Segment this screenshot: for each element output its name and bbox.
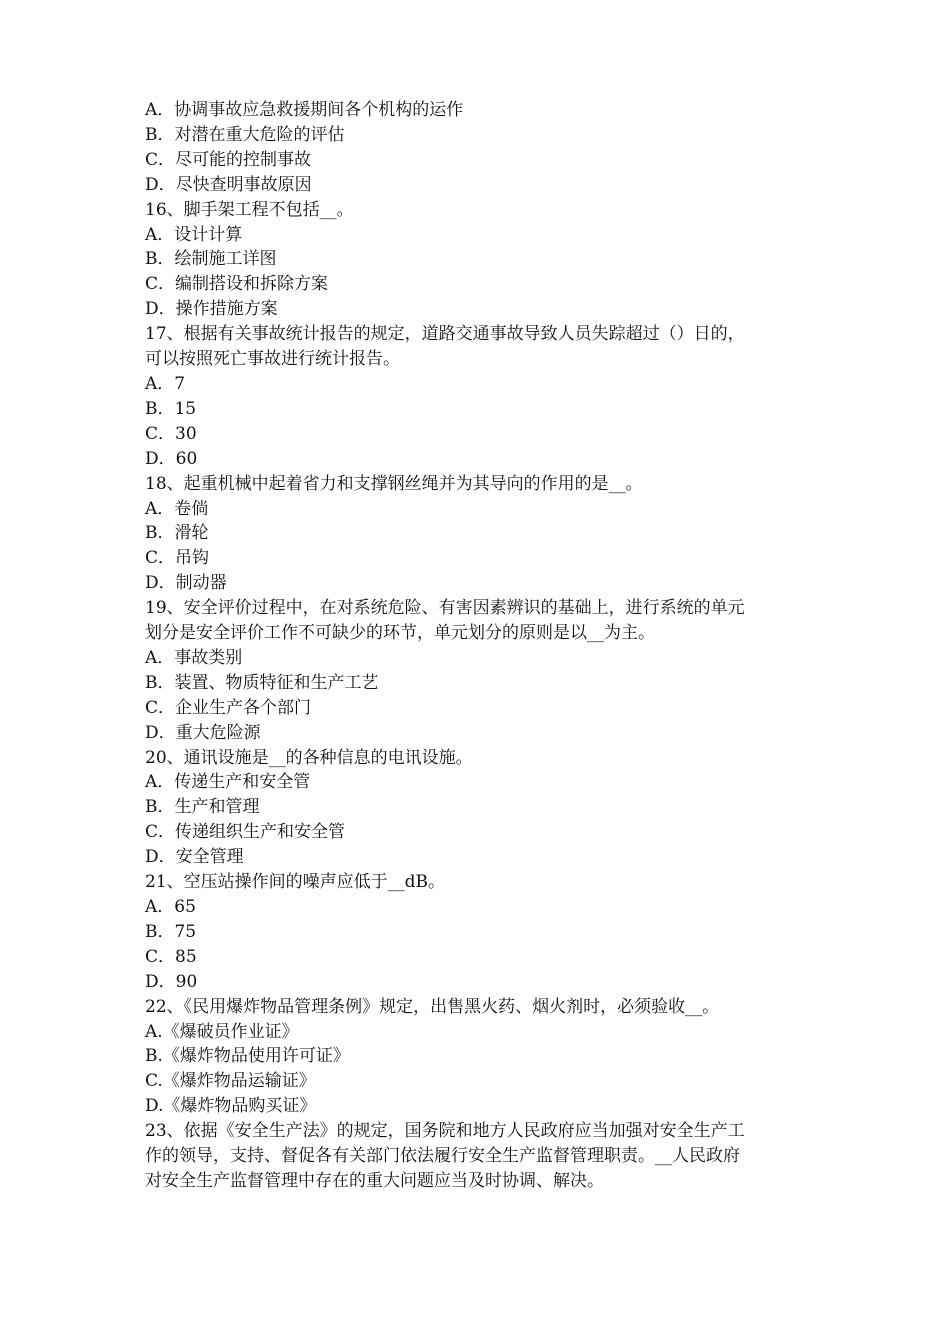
option-d: D．制动器 xyxy=(145,573,227,594)
option-d: D．90 xyxy=(145,971,198,992)
question-18: 18、起重机械中起着省力和支撑钢丝绳并为其导向的作用的是__。 xyxy=(145,473,643,494)
option-d: D．安全管理 xyxy=(145,847,244,868)
question-16: 16、脚手架工程不包括__。 xyxy=(145,199,354,220)
question-23-line-1: 23、依据《安全生产法》的规定，国务院和地方人民政府应当加强对安全生产工 xyxy=(145,1121,745,1142)
option-c: C．85 xyxy=(145,946,197,967)
question-21: 21、空压站操作间的噪声应低于__dB。 xyxy=(145,872,446,893)
option-b: B．15 xyxy=(145,398,197,419)
option-a: A．设计计算 xyxy=(145,224,243,245)
question-17-line-1: 17、根据有关事故统计报告的规定，道路交通事故导致人员失踪超过（）日的， xyxy=(145,324,745,345)
question-23-line-2: 作的领导，支持、督促各有关部门依法履行安全生产监督管理职责。__人民政府 xyxy=(145,1146,740,1167)
option-a: A．7 xyxy=(145,373,186,394)
option-c: C．尽可能的控制事故 xyxy=(145,149,312,170)
option-b: B．绘制施工详图 xyxy=(145,249,277,270)
question-17-line-2: 可以按照死亡事故进行统计报告。 xyxy=(145,349,400,370)
option-c: C．传递组织生产和安全管 xyxy=(145,822,346,843)
option-c: C．企业生产各个部门 xyxy=(145,697,312,718)
option-b: B．滑轮 xyxy=(145,523,209,544)
option-d: D．60 xyxy=(145,448,198,469)
option-d: D．尽快查明事故原因 xyxy=(145,174,312,195)
option-b: B.《爆炸物品使用许可证》 xyxy=(145,1046,350,1067)
option-b: B．生产和管理 xyxy=(145,797,260,818)
question-19-line-2: 划分是安全评价工作不可缺少的环节，单元划分的原则是以__为主。 xyxy=(145,623,655,644)
option-a: A.《爆破员作业证》 xyxy=(145,1021,299,1042)
option-c: C．编制搭设和拆除方案 xyxy=(145,274,329,295)
question-19-line-1: 19、安全评价过程中，在对系统危险、有害因素辨识的基础上，进行系统的单元 xyxy=(145,598,745,619)
option-a: A．传递生产和安全管 xyxy=(145,772,311,793)
option-b: B．装置、物质特征和生产工艺 xyxy=(145,672,379,693)
option-c: C．30 xyxy=(145,423,197,444)
option-a: A．协调事故应急救援期间各个机构的运作 xyxy=(145,100,464,120)
option-d: D．重大危险源 xyxy=(145,722,261,743)
option-c: C.《爆炸物品运输证》 xyxy=(145,1071,316,1092)
question-20: 20、通讯设施是__的各种信息的电讯设施。 xyxy=(145,747,473,768)
option-a: A．事故类别 xyxy=(145,647,243,668)
option-a: A．卷倘 xyxy=(145,498,209,519)
question-23-line-3: 对安全生产监督管理中存在的重大问题应当及时协调、解决。 xyxy=(145,1170,604,1191)
option-a: A．65 xyxy=(145,897,196,917)
question-22: 22、《民用爆炸物品管理条例》规定，出售黑火药、烟火剂时，必须验收__。 xyxy=(145,996,720,1017)
option-b: B．75 xyxy=(145,921,197,942)
option-d: D.《爆炸物品购买证》 xyxy=(145,1096,317,1117)
document-page xyxy=(145,98,825,1194)
option-d: D．操作措施方案 xyxy=(145,299,278,320)
option-c: C．吊钩 xyxy=(145,548,210,569)
option-b: B．对潜在重大危险的评估 xyxy=(145,124,345,145)
